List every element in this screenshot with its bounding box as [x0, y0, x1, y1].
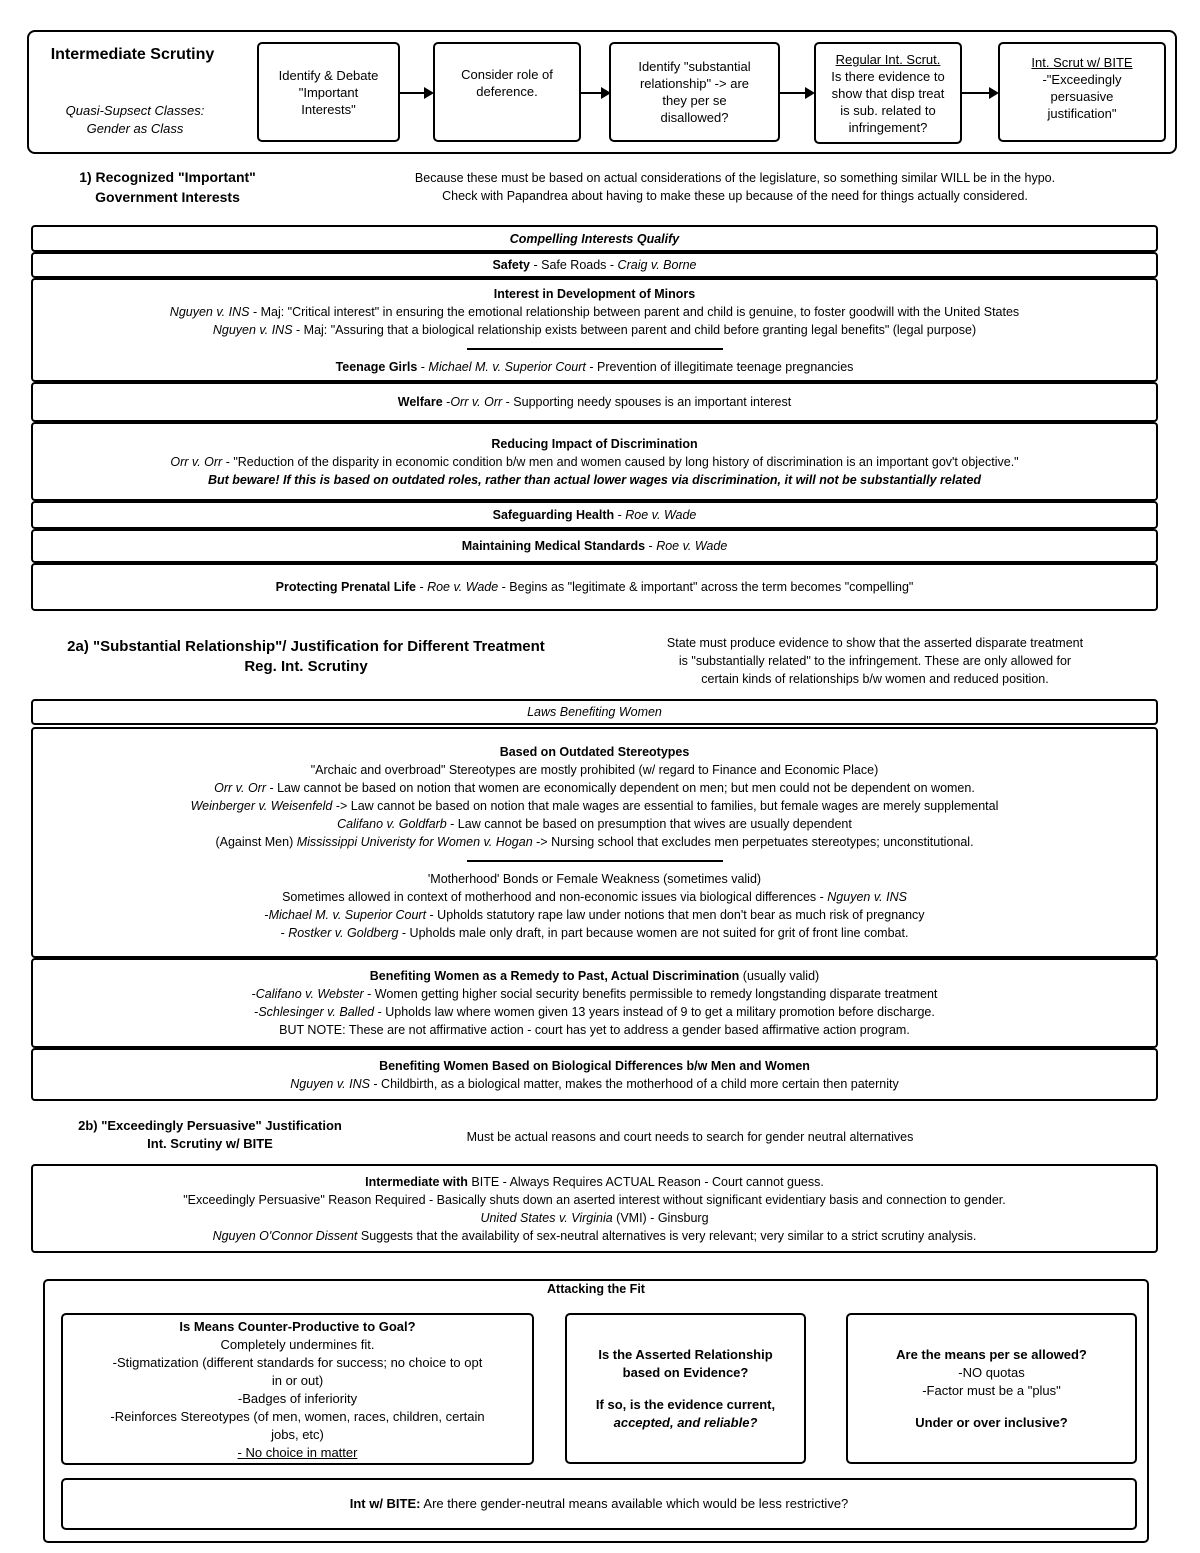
- attacking-fit-title: Attacking the Fit: [547, 1282, 645, 1296]
- outdated-stereotypes: [31, 727, 1158, 958]
- case-name: Califano v. Goldfarb: [337, 817, 447, 831]
- case-name: Nguyen v. INS: [169, 304, 250, 319]
- heading-line: Government Interests: [95, 189, 240, 205]
- row-text: - Safe Roads -: [530, 258, 618, 272]
- case-name: Michael M. v. Superior Court: [428, 359, 586, 374]
- note-line: Because these must be based on actual considerations of the legislature, so something similar WILL be in the hypo.: [414, 171, 1056, 185]
- fit-box-text: -Factor must be a "plus": [922, 1382, 1061, 1398]
- interest-prenatal-life: [31, 563, 1158, 611]
- flow-subtitle-line: Gender as Class: [86, 121, 184, 136]
- row-text: - Maj: "Assuring that a biological relationship exists between parent and child before granting legal benefits" (legal purpose): [292, 322, 977, 337]
- separator: -: [417, 359, 429, 374]
- interest-minors: [31, 278, 1158, 382]
- note-line: certain kinds of relationships b/w women and reduced position.: [701, 672, 1049, 686]
- row-text: -> Nursing school that excludes men perpetuates stereotypes; unconstitutional.: [532, 835, 974, 849]
- case-name: Califano v. Webster: [255, 987, 364, 1001]
- flow-arrow: [962, 92, 997, 94]
- flow-title: Intermediate Scrutiny: [50, 46, 215, 63]
- fit-box-title: Is Means Counter-Productive to Goal?: [179, 1319, 416, 1334]
- flow-step-substantial-relationship: [609, 42, 780, 142]
- fit-box-text: Are there gender-neutral means available which would be less restrictive?: [420, 1496, 849, 1511]
- flow-arrow: [581, 92, 609, 94]
- step-text: infringement?: [848, 119, 928, 135]
- flow-step-identify-interests: [257, 42, 400, 142]
- row-text: (usually valid): [739, 969, 820, 983]
- row-text: -: [251, 987, 256, 1001]
- interest-label: Welfare: [397, 395, 443, 409]
- row-text: - Maj: "Critical interest" in ensuring the emotional relationship between parent and child is genuine, to foster goodwill with the United States: [249, 304, 1020, 319]
- fit-counter-productive: [61, 1313, 534, 1465]
- row-title: Laws Benefiting Women: [527, 705, 662, 719]
- interest-label: Safeguarding Health: [492, 508, 615, 522]
- flow-arrow: [400, 92, 432, 94]
- flow-step-deference: [433, 42, 581, 142]
- row-text: - Women getting higher social security benefits permissible to remedy longstanding disparate treatment: [363, 987, 938, 1001]
- row-text: -: [254, 1005, 259, 1019]
- row-text: -: [264, 908, 269, 922]
- remedy-past-discrimination: [31, 958, 1158, 1048]
- step-heading: Int. Scrut w/ BITE: [1031, 55, 1133, 70]
- fit-box-text: -Badges of inferiority: [237, 1391, 358, 1406]
- heading-line: Reg. Int. Scrutiny: [244, 658, 368, 675]
- fit-box-title: Is the Asserted Relationship: [598, 1346, 773, 1362]
- heading-line: 2a) "Substantial Relationship"/ Justification for Different Treatment: [67, 638, 545, 655]
- section2a-note: [595, 634, 1155, 688]
- row-text: - Prevention of illegitimate teenage pregnancies: [585, 359, 854, 374]
- step-text: persuasive: [1050, 89, 1114, 104]
- flow-subtitle: [40, 102, 230, 138]
- warning-text: But beware! If this is based on outdated roles, rather than actual lower wages via discrimination, it will not be substantially related: [207, 472, 982, 487]
- separator: -: [442, 395, 451, 409]
- fit-box-text: -Stigmatization (different standards for success; no choice to opt: [112, 1355, 483, 1370]
- interest-label: Maintaining Medical Standards: [461, 539, 646, 553]
- step-text: "Important: [298, 84, 359, 100]
- case-name: Michael M. v. Superior Court: [268, 908, 427, 922]
- fit-evidence: [565, 1313, 806, 1464]
- interest-label: Teenage Girls: [335, 359, 418, 374]
- step-text: Is there evidence to: [831, 68, 945, 84]
- row-text: BUT NOTE: These are not affirmative action - court has yet to address a gender based affirmative action program.: [279, 1023, 910, 1037]
- section2b-heading: [30, 1117, 390, 1153]
- case-name: United States v. Virginia: [480, 1210, 613, 1225]
- row-text: - Begins as "legitimate & important" across the term becomes "compelling": [498, 580, 914, 594]
- interest-health: [31, 501, 1158, 529]
- biological-differences: [31, 1048, 1158, 1101]
- case-name: Mississippi Univeristy for Women v. Hogan: [296, 835, 533, 849]
- fit-bite-alternatives: [61, 1478, 1137, 1530]
- interest-safety: [31, 252, 1158, 278]
- fit-means-allowed: [846, 1313, 1137, 1464]
- row-text: (Against Men): [215, 835, 297, 849]
- fit-box-title: based on Evidence?: [622, 1364, 749, 1380]
- separator: -: [645, 539, 657, 553]
- fit-box-question: accepted, and reliable?: [613, 1414, 758, 1430]
- row-text: - Upholds law where women given 13 years instead of 9 to get a military promotion before discharge.: [374, 1005, 935, 1019]
- row-text: BITE - Always Requires ACTUAL Reason - Court cannot guess.: [467, 1174, 824, 1189]
- case-name: Orr v. Orr: [450, 395, 503, 409]
- case-name: Weinberger v. Weisenfeld: [190, 799, 333, 813]
- step-text: justification": [1047, 106, 1117, 121]
- step-text: Consider role of: [461, 67, 553, 82]
- divider: [467, 860, 723, 862]
- row-title: Intermediate with: [365, 1174, 468, 1189]
- heading-line: 2b) "Exceedingly Persuasive" Justification: [78, 1118, 342, 1133]
- row-title: Based on Outdated Stereotypes: [499, 745, 690, 759]
- step-text: Interests": [301, 101, 356, 117]
- fit-box-text: Completely undermines fit.: [220, 1337, 375, 1352]
- case-name: Schlesinger v. Balled: [258, 1005, 375, 1019]
- interest-welfare: [31, 382, 1158, 422]
- step-text: is sub. related to: [840, 102, 936, 118]
- row-text: "Archaic and overbroad" Stereotypes are mostly prohibited (w/ regard to Finance and Economic Place): [310, 763, 879, 777]
- case-name: Orr v. Orr: [170, 454, 223, 469]
- fit-box-text: jobs, etc): [271, 1427, 324, 1442]
- row-subtitle: 'Motherhood' Bonds or Female Weakness (sometimes valid): [427, 872, 762, 886]
- case-name: Roe v. Wade: [625, 508, 697, 522]
- laws-benefiting-women-header: [31, 699, 1158, 725]
- interest-medical-standards: [31, 529, 1158, 563]
- fit-box-text: - No choice in matter: [237, 1445, 358, 1460]
- row-text: -> Law cannot be based on notion that male wages are essential to families, but female wages are merely supplemental: [332, 799, 999, 813]
- divider: [467, 348, 723, 350]
- case-name: Nguyen v. INS: [290, 1076, 370, 1091]
- row-text: -: [280, 926, 289, 940]
- flow-step-int-scrut-bite: [998, 42, 1166, 142]
- section2b-note: Must be actual reasons and court needs to search for gender neutral alternatives: [466, 1130, 914, 1144]
- flow-subtitle-line: Quasi-Supsect Classes:: [65, 103, 205, 118]
- case-name: Craig v. Borne: [617, 258, 697, 272]
- row-text: "Exceedingly Persuasive" Reason Required - Basically shuts down an aserted interest without significant evidentiary basis and connection to gender.: [183, 1192, 1006, 1207]
- row-title: Interest in Development of Minors: [493, 286, 696, 301]
- case-name: Roe v. Wade: [656, 539, 728, 553]
- case-name: Orr v. Orr: [214, 781, 266, 795]
- case-name: Rostker v. Goldberg: [288, 926, 399, 940]
- step-text: show that disp treat: [831, 85, 945, 101]
- fit-box-text: -NO quotas: [958, 1364, 1025, 1380]
- heading-line: 1) Recognized "Important": [79, 169, 256, 185]
- separator: -: [614, 508, 626, 522]
- fit-box-text: -Reinforces Stereotypes (of men, women, races, children, certain: [110, 1409, 485, 1424]
- step-text: Identify "substantial: [638, 59, 751, 74]
- fit-box-question: Under or over inclusive?: [915, 1414, 1068, 1430]
- row-title: Compelling Interests Qualify: [509, 231, 680, 246]
- row-text: - "Reduction of the disparity in economic condition b/w men and women caused by long history of discrimination is an important gov't objective.": [222, 454, 1019, 469]
- note-line: State must produce evidence to show that the asserted disparate treatment: [666, 636, 1084, 650]
- row-text: - Supporting needy spouses is an important interest: [502, 395, 792, 409]
- row-text: - Law cannot be based on presumption that wives are usually dependent: [446, 817, 852, 831]
- interest-discrimination: [31, 422, 1158, 501]
- heading-line: Int. Scrutiny w/ BITE: [147, 1136, 273, 1151]
- section1-note: [300, 169, 1170, 205]
- case-name: Roe v. Wade: [427, 580, 499, 594]
- fit-box-title: Int w/ BITE:: [349, 1496, 421, 1511]
- fit-box-question: If so, is the evidence current,: [595, 1396, 776, 1412]
- row-text: Suggests that the availability of sex-neutral alternatives is very relevant; very similar to a strict scrutiny analysis.: [357, 1228, 977, 1243]
- bite-requirements: [31, 1164, 1158, 1253]
- row-text: - Childbirth, as a biological matter, makes the motherhood of a child more certain then paternity: [369, 1076, 899, 1091]
- step-text: relationship" -> are: [639, 76, 750, 91]
- note-line: is "substantially related" to the infringement. These are only allowed for: [678, 654, 1072, 668]
- case-name: Nguyen v. INS: [827, 890, 907, 904]
- flow-arrow: [780, 92, 813, 94]
- step-text: disallowed?: [660, 110, 729, 125]
- row-text: - Law cannot be based on notion that women are economically dependent on men; but men could not be dependent on women.: [266, 781, 975, 795]
- step-text: they per se: [662, 93, 727, 108]
- step-text: deference.: [476, 84, 538, 99]
- flow-step-regular-int-scrut: [814, 42, 962, 144]
- row-text: Sometimes allowed in context of motherhood and non-economic issues via biological differences -: [282, 890, 828, 904]
- section2a-heading: [22, 637, 590, 677]
- interest-label: Protecting Prenatal Life: [275, 580, 416, 594]
- case-name: Nguyen O'Connor Dissent: [212, 1228, 358, 1243]
- row-title: Reducing Impact of Discrimination: [491, 436, 698, 451]
- row-text: - Upholds statutory rape law under notions that men don't bear as much risk of pregnancy: [426, 908, 925, 922]
- step-text: -"Exceedingly: [1042, 72, 1122, 87]
- step-heading: Regular Int. Scrut.: [835, 51, 941, 67]
- row-title: Benefiting Women Based on Biological Differences b/w Men and Women: [379, 1058, 810, 1073]
- note-line: Check with Papandrea about having to make these up because of the need for things actually considered.: [442, 189, 1028, 203]
- row-text: (VMI) - Ginsburg: [612, 1210, 709, 1225]
- case-name: Nguyen v. INS: [212, 322, 293, 337]
- fit-box-title: Are the means per se allowed?: [896, 1346, 1087, 1362]
- row-title: Benefiting Women as a Remedy to Past, Actual Discrimination: [369, 969, 740, 983]
- section1-heading: [40, 167, 295, 207]
- row-text: - Upholds male only draft, in part because women are not suited for grit of front line combat.: [398, 926, 909, 940]
- interest-label: Safety: [492, 258, 530, 272]
- step-text: Identify & Debate: [278, 67, 379, 83]
- compelling-interests-header: [31, 225, 1158, 252]
- fit-box-text: in or out): [271, 1373, 324, 1388]
- separator: -: [415, 580, 428, 594]
